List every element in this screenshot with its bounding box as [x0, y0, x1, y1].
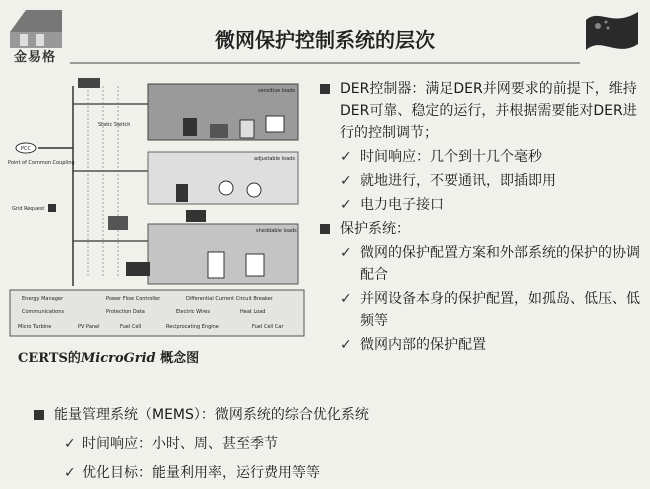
legend-fuel-cell-car: Fuel Cell Car: [252, 324, 284, 330]
check-icon: ✓: [340, 173, 352, 189]
mems-item: ✓ 优化目标：能量利用率，运行费用等等: [32, 460, 632, 487]
check-icon: ✓: [340, 245, 352, 261]
der-item: ✓ 就地进行，不要通讯，即插即用: [318, 170, 644, 192]
pcc-description: Point of Common Coupling: [8, 160, 75, 166]
diagram-caption: CERTS的MicroGrid 概念图: [18, 351, 200, 366]
flag-icon: [582, 6, 642, 58]
grid-request-label: Grid Request: [12, 206, 45, 212]
legend-circuit-breaker: Differential Current Circuit Breaker: [186, 296, 273, 302]
bottom-bullet-list: [32, 402, 632, 489]
legend-communications: Communications: [22, 309, 65, 315]
legend-micro-turbine: Micro Turbine: [18, 324, 52, 330]
microgrid-diagram: [8, 76, 306, 338]
check-icon: ✓: [64, 465, 76, 481]
sensitive-loads-label: sensitive loads: [258, 88, 296, 94]
check-icon: ✓: [340, 291, 352, 307]
legend-power-flow-controller: Power Flow Controller: [106, 296, 161, 302]
square-bullet-icon: [320, 224, 330, 234]
square-bullet-icon: [320, 84, 330, 94]
check-icon: ✓: [64, 436, 76, 452]
header-divider: [70, 62, 580, 64]
mems-item: ✓ 时间响应：小时、周、甚至季节: [32, 431, 632, 458]
der-item: ✓ 时间响应：几个到十几个毫秒: [318, 146, 644, 168]
mems-bullet: 能量管理系统（MEMS）：微网系统的综合优化系统: [32, 402, 632, 429]
square-bullet-icon: [34, 410, 44, 420]
der-controller-bullet: DER控制器：满足DER并网要求的前提下，维持DER可靠、稳定的运行，并根据需要能对DER进行的控制调节；: [318, 78, 644, 144]
pcc-label: PCC: [21, 146, 31, 152]
adjustable-loads-label: adjustable loads: [254, 156, 295, 162]
legend-fuel-cell: Fuel Cell: [120, 324, 142, 330]
protection-item: ✓ 微网内部的保护配置: [318, 334, 644, 356]
legend-heat-load: Heat Load: [240, 309, 266, 315]
legend-reciprocating-engine: Reciprocating Engine: [166, 324, 219, 330]
protection-item: ✓ 微网的保护配置方案和外部系统的保护的协调配合: [318, 242, 644, 286]
check-icon: ✓: [340, 197, 352, 213]
protection-item: ✓ 并网设备本身的保护配置，如孤岛、低压、低频等: [318, 288, 644, 332]
static-switch-label: Static Switch: [98, 122, 131, 128]
page-title: 微网保护控制系统的层次: [215, 28, 435, 52]
der-item: ✓ 电力电子接口: [318, 194, 644, 216]
protection-system-bullet: 保护系统：: [318, 218, 644, 240]
check-icon: ✓: [340, 149, 352, 165]
legend-pv-panel: PV Panel: [78, 324, 100, 330]
sheddable-loads-label: sheddable loads: [256, 228, 297, 234]
legend-energy-manager: Energy Manager: [22, 296, 64, 302]
check-icon: ✓: [340, 337, 352, 353]
legend-protection-data: Protection Data: [106, 309, 145, 315]
legend-electric-wires: Electric Wires: [176, 309, 210, 315]
logo-text: 金易格: [13, 50, 56, 65]
right-bullet-list: [318, 78, 644, 358]
